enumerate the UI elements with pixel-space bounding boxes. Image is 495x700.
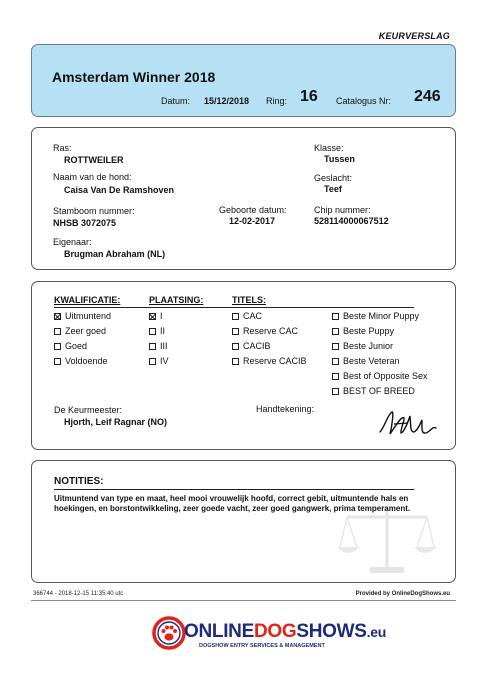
dog-name-label: Naam van de hond: xyxy=(53,172,132,182)
qualification-option xyxy=(54,356,108,366)
owner-value: Brugman Abraham (NL) xyxy=(64,249,166,259)
catalog-value: 246 xyxy=(414,88,441,105)
title-checkbox xyxy=(232,358,239,365)
birth-date-label: Geboorte datum: xyxy=(219,205,287,215)
paw-logo-icon xyxy=(152,616,186,650)
notes-heading: NOTITIES: xyxy=(54,476,104,487)
dog-info-section xyxy=(31,127,456,270)
qualification-checkbox xyxy=(54,343,61,350)
qualification-option-label: Zeer goed xyxy=(65,326,107,336)
placement-option-label: III xyxy=(160,341,168,351)
notes-rule xyxy=(54,489,414,490)
ring-label: Ring: xyxy=(266,96,288,106)
chip-value: 528114000067512 xyxy=(314,216,389,226)
date-value: 15/12/2018 xyxy=(204,96,250,106)
breed-value: ROTTWEILER xyxy=(64,155,124,165)
extra-title-option xyxy=(332,326,394,336)
extra-title-option xyxy=(332,356,400,366)
catalog-label: Catalogus Nr: xyxy=(336,96,392,106)
onlinedogshows-logo xyxy=(150,612,386,656)
extra-title-option-label: Beste Minor Puppy xyxy=(343,311,420,321)
breed-label: Ras: xyxy=(53,143,72,153)
qualification-option-label: Voldoende xyxy=(65,356,108,366)
title-checkbox xyxy=(232,313,239,320)
notes-section xyxy=(31,460,456,583)
birth-date-value: 12-02-2017 xyxy=(229,216,276,226)
judge-signature xyxy=(374,402,444,444)
title-checkbox xyxy=(232,343,239,350)
sex-label: Geslacht: xyxy=(314,173,353,183)
extra-title-checkbox xyxy=(332,373,339,380)
extra-title-option-label: BEST OF BREED xyxy=(343,386,415,396)
record-info: 366744 - 2018-12-15 11:35:40 utc xyxy=(33,591,124,597)
heading-rule xyxy=(54,307,414,308)
ring-value: 16 xyxy=(300,88,318,105)
extra-title-option-label: Beste Junior xyxy=(343,341,394,351)
placement-option xyxy=(149,326,165,336)
title-option xyxy=(232,326,298,336)
extra-title-option xyxy=(332,371,428,381)
logo-wordmark xyxy=(184,621,386,643)
extra-title-option-label: Best of Opposite Sex xyxy=(343,371,428,381)
extra-title-option xyxy=(332,311,419,321)
qualification-checkbox xyxy=(54,328,61,335)
logo-word-shows: SHOWS xyxy=(296,621,367,642)
class-value: Tussen xyxy=(324,154,355,164)
placement-option xyxy=(149,341,168,351)
judge-label: De Keurmeester: xyxy=(54,405,123,415)
extra-title-checkbox xyxy=(332,343,339,350)
owner-label: Eigenaar: xyxy=(53,237,92,247)
extra-title-checkbox xyxy=(332,328,339,335)
title-option-label: CAC xyxy=(243,311,263,321)
event-header xyxy=(31,44,456,117)
judging-section xyxy=(31,281,456,450)
qualification-checkbox-checked xyxy=(54,313,61,320)
logo-word-dog: DOG xyxy=(253,621,297,642)
titles-heading: TITELS: xyxy=(232,295,266,305)
placement-checkbox xyxy=(149,328,156,335)
extra-title-checkbox xyxy=(332,388,339,395)
title-option xyxy=(232,341,271,351)
judge-critique: Uitmuntend van type en maat, heel mooi vrouwelijk hoofd, correct gebit, uitmuntende hals en hoekingen, en borstontwikkeling, zeer goede vacht, zeer goed gangwerk, prima temperament. xyxy=(54,494,411,513)
title-option-label: CACIB xyxy=(243,341,271,351)
qualification-option xyxy=(54,341,87,351)
placement-heading: PLAATSING: xyxy=(149,295,204,305)
logo-word-online: ONLINE xyxy=(184,621,254,642)
signature-label: Handtekening: xyxy=(256,404,315,414)
logo-tagline: DOGSHOW ENTRY SERVICES & MANAGEMENT xyxy=(199,643,325,649)
placement-option-label: I xyxy=(160,311,163,321)
title-checkbox xyxy=(232,328,239,335)
qualification-option-label: Uitmuntend xyxy=(65,311,112,321)
extra-title-checkbox xyxy=(332,358,339,365)
placement-checkbox xyxy=(149,358,156,365)
extra-title-checkbox xyxy=(332,313,339,320)
footer-rule xyxy=(31,600,456,601)
qualification-heading: KWALIFICATIE: xyxy=(54,295,121,305)
extra-title-option-label: Beste Veteran xyxy=(343,356,400,366)
extra-title-option xyxy=(332,386,415,396)
placement-checkbox-checked xyxy=(149,313,156,320)
qualification-option-label: Goed xyxy=(65,341,88,351)
chip-label: Chip nummer: xyxy=(314,205,371,215)
title-option-label: Reserve CAC xyxy=(243,326,299,336)
qualification-option xyxy=(54,326,106,336)
extra-title-option xyxy=(332,341,393,351)
logo-word-eu: .eu xyxy=(366,624,386,640)
document-type-label: KEURVERSLAG xyxy=(378,31,450,41)
event-name: Amsterdam Winner 2018 xyxy=(52,69,216,85)
qualification-option xyxy=(54,311,111,321)
title-option xyxy=(232,311,262,321)
title-option-label: Reserve CACIB xyxy=(243,356,307,366)
placement-option-label: IV xyxy=(160,356,169,366)
extra-title-option-label: Beste Puppy xyxy=(343,326,395,336)
title-option xyxy=(232,356,307,366)
placement-option-label: II xyxy=(160,326,166,336)
placement-option xyxy=(149,311,163,321)
class-label: Klasse: xyxy=(314,143,344,153)
placement-option xyxy=(149,356,169,366)
qualification-checkbox xyxy=(54,358,61,365)
pedigree-value: NHSB 3072075 xyxy=(53,218,117,228)
pedigree-label: Stamboom nummer: xyxy=(53,206,135,216)
provided-by: Provided by OnlineDogShows.eu xyxy=(355,591,450,597)
date-label: Datum: xyxy=(161,96,191,106)
judge-value: Hjorth, Leif Ragnar (NO) xyxy=(64,417,167,427)
dog-name-value: Caisa Van De Ramshoven xyxy=(64,185,175,195)
placement-checkbox xyxy=(149,343,156,350)
sex-value: Teef xyxy=(324,184,342,194)
